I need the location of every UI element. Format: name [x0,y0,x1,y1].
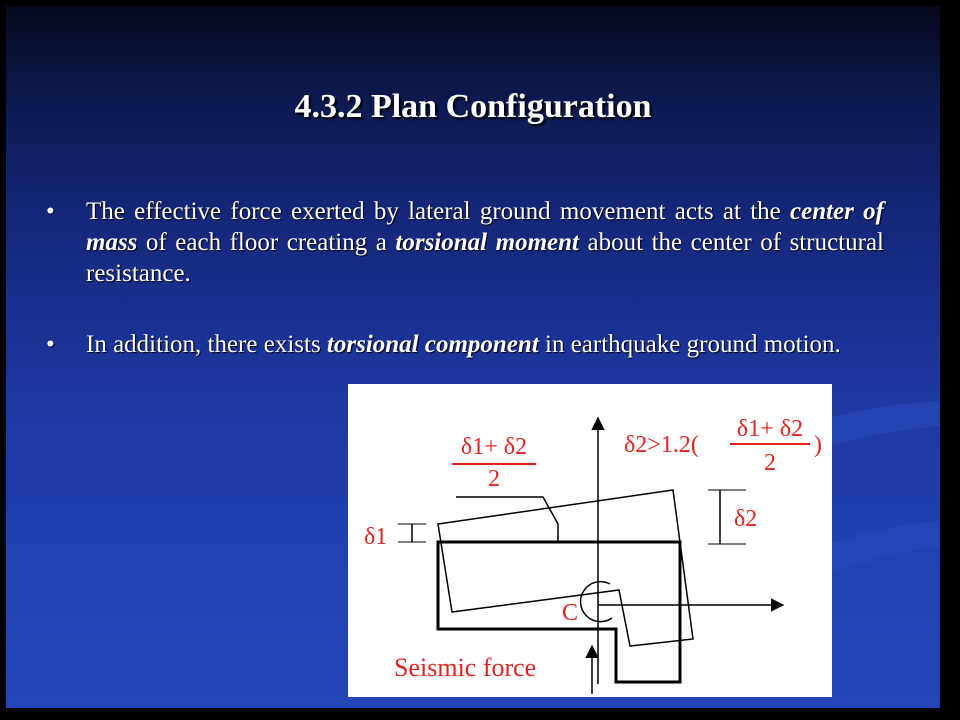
emphasis-torsional-moment: torsional moment [395,229,579,256]
center-label: C [562,600,579,626]
slide [6,6,940,708]
torsion-diagram [348,384,832,697]
bullet-marker: • [46,331,55,358]
inequality-numerator: δ1+ δ2 [736,416,804,442]
seismic-force-label: Seismic force [394,653,537,682]
average-denominator: 2 [488,466,500,492]
delta1-label: δ1 [364,524,388,550]
inequality-suffix: ) [814,432,822,458]
average-numerator: δ1+ δ2 [460,434,528,460]
text-run: in earthquake ground motion. [538,331,841,358]
inequality-denominator: 2 [764,450,776,476]
bullet-text [86,323,884,366]
diagram-svg [348,384,832,697]
text-run: The effective force exerted by lateral ground movement acts at the [86,198,791,225]
emphasis-center-of-mass: center of mass [86,198,884,256]
delta2-label: δ2 [734,506,758,532]
text-run: of each floor creating a [137,229,396,256]
bullet-text [86,196,884,289]
bullet-marker: • [46,198,55,225]
inequality-prefix: δ2>1.2( [624,432,699,458]
slide-title: 4.3.2 Plan Configuration [294,88,652,125]
text-run: In addition, there exists [86,331,327,358]
text-run: about the center of structural resistance. [86,229,884,287]
rotation-arc [581,582,612,622]
emphasis-torsional-component: torsional component [326,331,539,358]
